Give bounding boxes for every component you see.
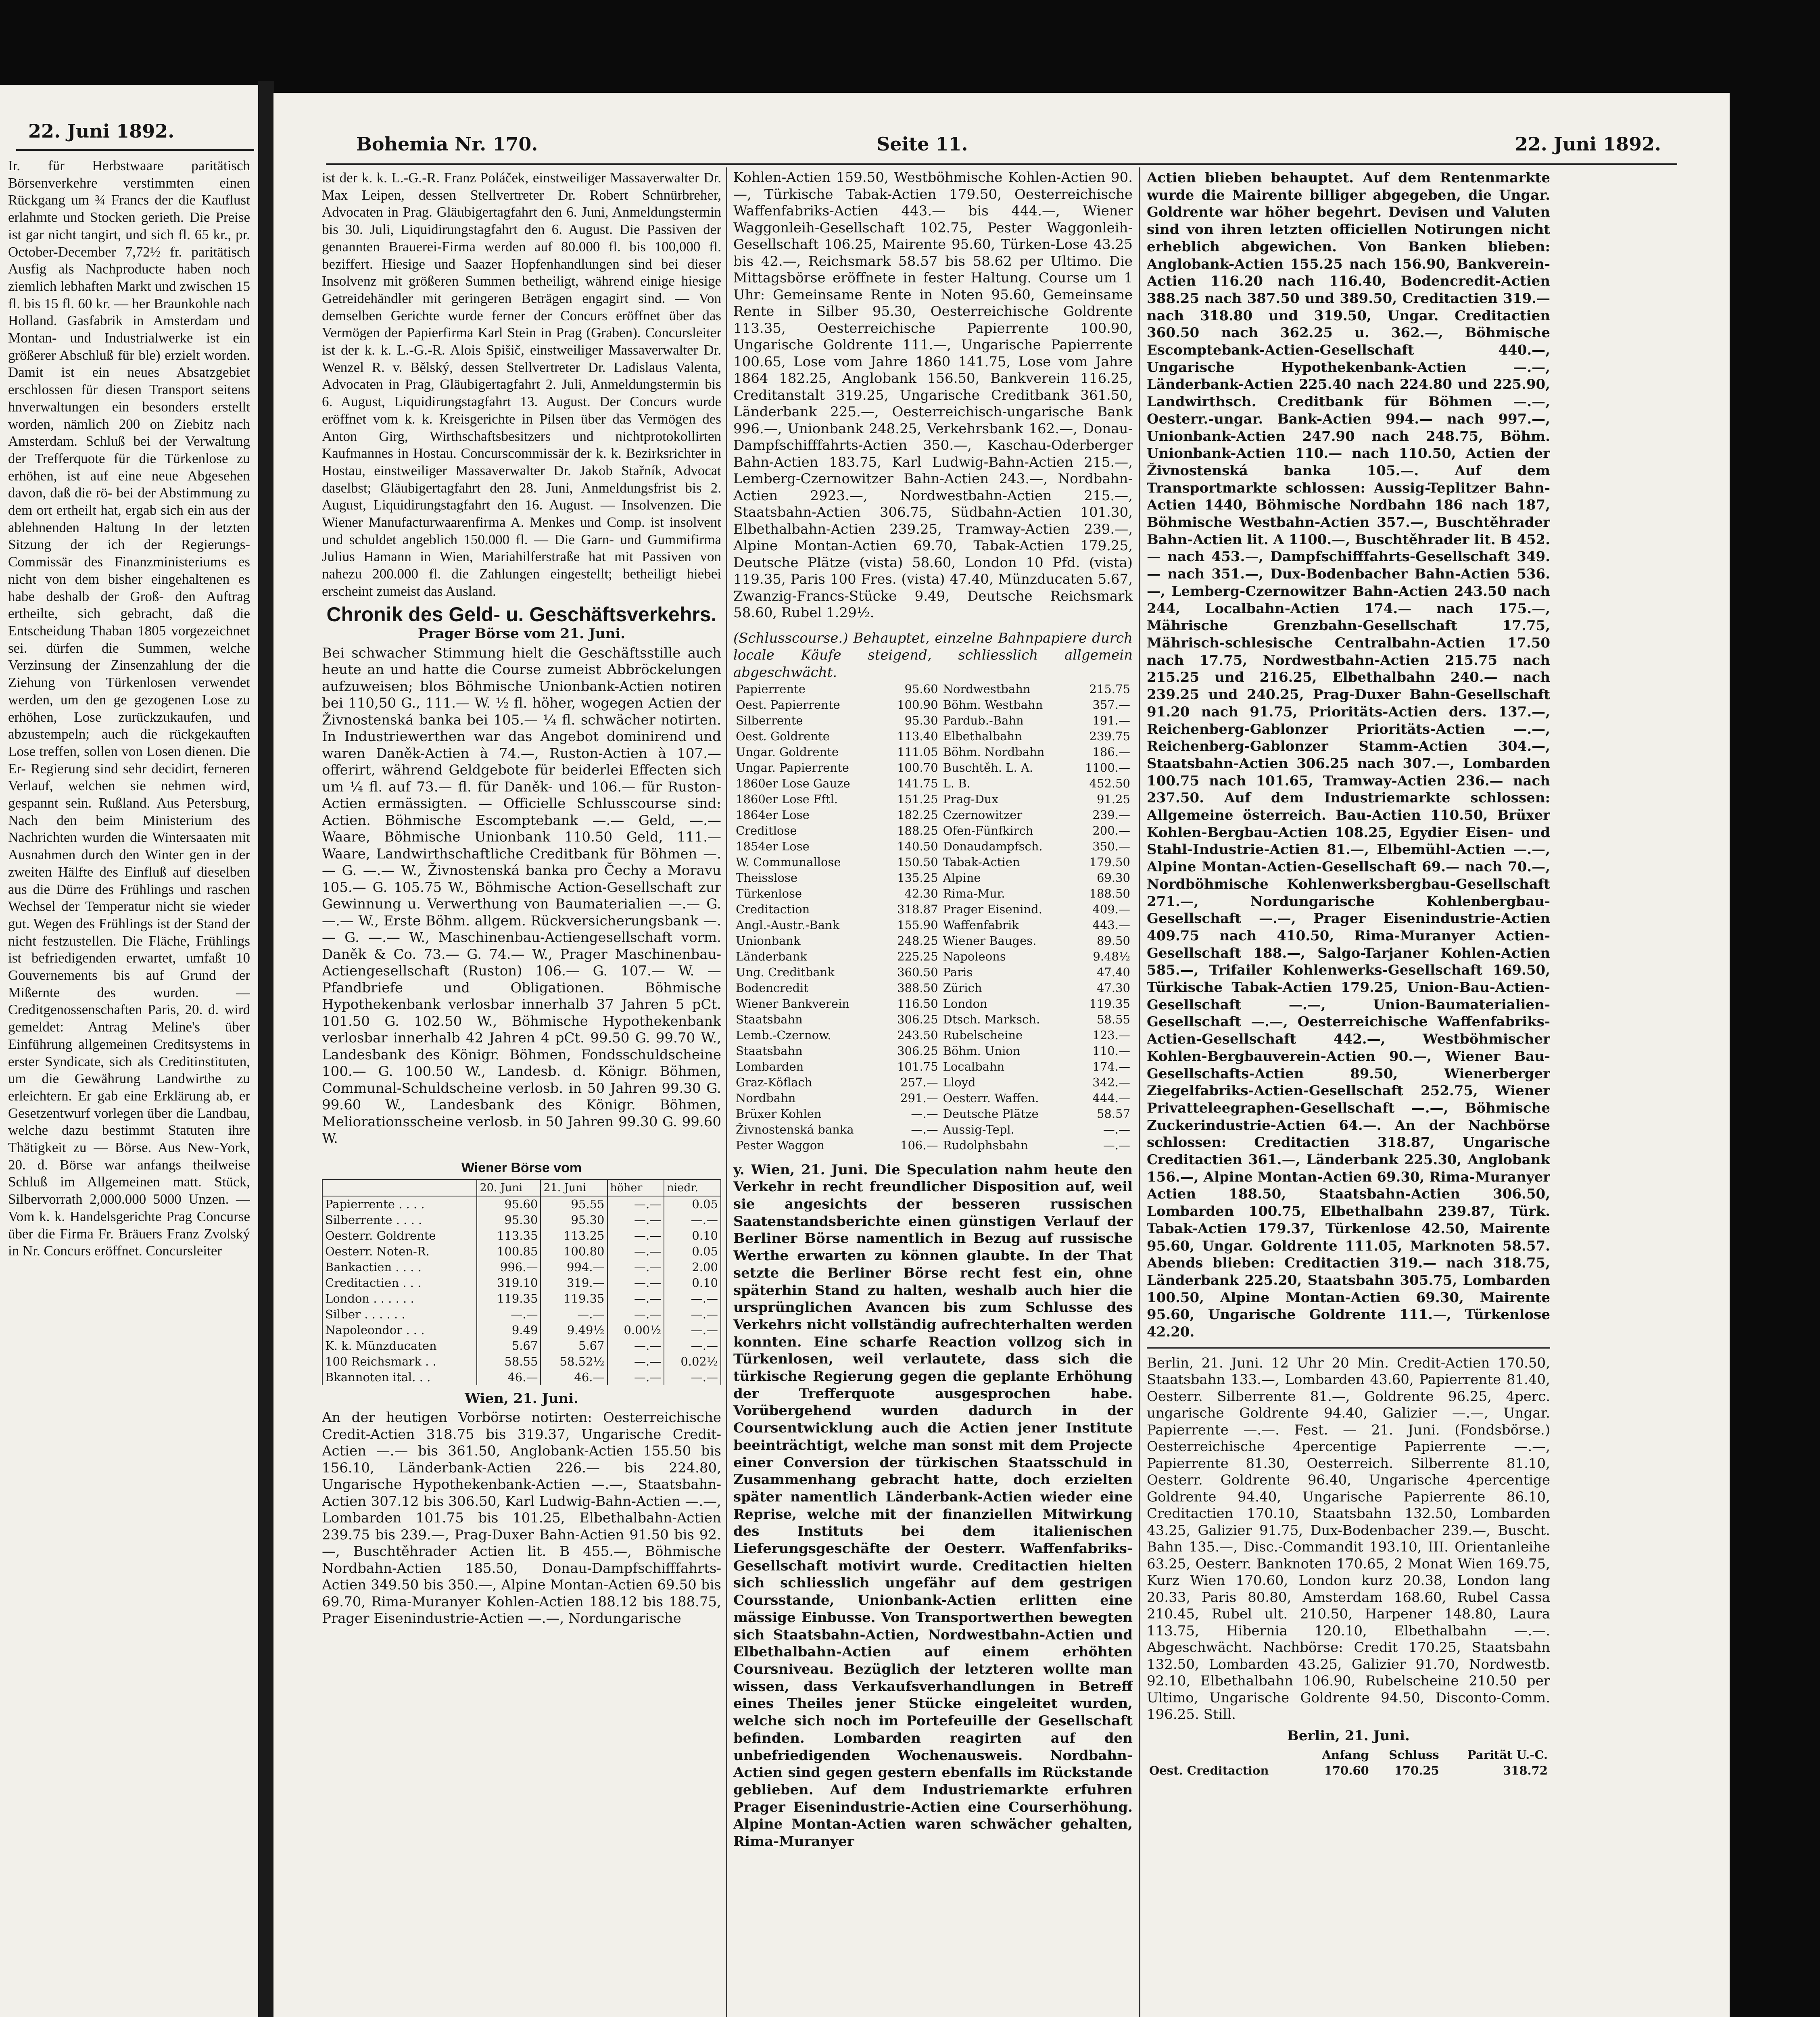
kurs-name: Lombarden xyxy=(736,1059,804,1073)
schlusscourse-table xyxy=(733,681,1133,1153)
wb-cell: 100.80 xyxy=(541,1244,607,1259)
wb-cell: 0.05 xyxy=(664,1196,721,1212)
kurs-name: Staatsbahn xyxy=(736,1012,803,1026)
kurs-value: 388.50 xyxy=(897,981,938,995)
column-3-rule xyxy=(1147,1347,1550,1349)
kurs-value: 116.50 xyxy=(897,996,938,1011)
kurs-name: Oest. Papierrente xyxy=(736,697,840,712)
newspaper-page xyxy=(273,93,1730,2017)
wb-row xyxy=(322,1307,721,1322)
kurs-name: 1860er Lose Gauze xyxy=(736,776,850,790)
wiener-boerse-title: Wiener Börse vom xyxy=(461,1160,582,1176)
kurs-name: Czernowitzer xyxy=(943,808,1023,822)
kurs-value: —.— xyxy=(1103,1138,1130,1152)
wb-row xyxy=(322,1228,721,1244)
kurs-name: Brüxer Kohlen xyxy=(736,1107,822,1121)
kurs-row xyxy=(733,1059,1133,1075)
scan-margin xyxy=(1730,0,1820,2017)
kurs-name: Dtsch. Marksch. xyxy=(943,1012,1040,1026)
kurs-value: 188.25 xyxy=(897,823,938,837)
kurs-name: 1854er Lose xyxy=(736,839,810,853)
kurs-name: Waffenfabrik xyxy=(943,918,1019,932)
wb-cell: —.— xyxy=(664,1212,721,1228)
kurs-name: Theisslose xyxy=(736,871,798,885)
kurs-row xyxy=(733,965,1133,980)
prager-boerse-report: Bei schwacher Stimmung hielt die Geschäftsstille auch heute an und hatte die Course zumeist Abbröckelungen aufzuweisen; blos Böhmische Unionbank-Actien notiren bei 110,50 G., 111.— W. ½ fl. höher, wogegen Actien der Živnostenská banka bei 105.— ¼ fl. schwächer notirten. In Industriewerthen war das Angebot dominirend und waren Daněk-Actien à 74.—, Ruston-Actien à 107.— offerirt, während Geldgebote für beiderlei Effecten sich um ¼ fl. auf 73.— fl. für Daněk- und 106.— für Ruston-Actien ermässigten. — Officielle Schlusscourse sind: Actien. Böhmische Escomptebank —.— Geld, —.— Waare, Böhmische Unionbank 110.50 Geld, 111.— Waare, Landwirthschaftliche Creditbank für Böhmen —.— G. —.— W., Živnostenská banka pro Čechy a Moravu 105.— G. 105.75 W., Böhmische Action-Gesellschaft zur Gewinnung u. Verwerthung von Baumaterialien —.— G. —.— W., Erste Böhm. allgem. Rückversicherungsbank —.— G. —.— W., Maschinenbau-Actiengesellschaft vorm. Daněk & Co. 73.— G. 74.— W., Prager Maschinenbau-Actiengesellschaft (Ruston) 106.— G. 107.— W. — Pfandbriefe und Obligationen. Böhmische Hypothekenbank verlosbar innerhalb 37 Jahren 5 pCt. 101.50 G. 102.50 W., Böhmische Hypothekenbank verlosbar innerhalb 42 Jahren 4 pCt. 99.50 G. 99.70 W., Landesbank des Königr. Böhmen, Fondsschuldscheine 100.— G. 100.50 W., Landesb. d. Königr. Böhmen, Communal-Schuldscheine verlosb. in 50 Jahren 99.30 G. 99.60 W., Landesbank des Königr. Böhmen, Meliorationsscheine verlosb. in 50 Jahren 99.30 G. 99.60 W. xyxy=(322,645,721,1147)
kurs-row xyxy=(733,949,1133,965)
left-header-rule xyxy=(16,149,254,151)
column-2 xyxy=(733,169,1133,2017)
kurs-name: Deutsche Plätze xyxy=(943,1107,1039,1121)
kurs-name: Buschtěh. L. A. xyxy=(943,760,1033,775)
kurs-row xyxy=(733,760,1133,776)
kurs-name: Alpine xyxy=(943,871,981,885)
column-3 xyxy=(1147,169,1550,2017)
kurs-row xyxy=(733,886,1133,902)
kurs-value: 350.— xyxy=(1092,839,1130,853)
wb-cell: 319.10 xyxy=(477,1275,541,1291)
wb-header-cell xyxy=(322,1180,477,1196)
kurs-row xyxy=(733,933,1133,949)
kurs-name: Oest. Goldrente xyxy=(736,729,830,743)
kurs-row xyxy=(733,1106,1133,1122)
wb-cell: 113.35 xyxy=(477,1228,541,1244)
wien-vorboerse-report: An der heutigen Vorbörse notirten: Oesterreichische Credit-Actien 318.75 bis 319.37, Ungarische Credit-Actien —.— bis 361.50, Anglobank-Actien 155.50 bis 156.10, Länderbank-Actien 226.— bis 224.80, Ungarische Hypothekenbank-Actien —.—, Staatsbahn-Actien 307.12 bis 306.50, Karl Ludwig-Bahn-Actien —.—, Lombarden 101.75 bis 101.25, Elbethalbahn-Actien 239.75 bis 239.—, Prag-Duxer Bahn-Actien 91.50 bis 92.—, Buschtěhrader Actien lit. B 455.—, Böhmische Nordbahn-Actien 185.50, Donau-Dampfschifffahrts-Actien 349.50 bis 350.—, Alpine Montan-Actien 69.50 bis 69.70, Rima-Muranyer Kohlen-Actien 188.12 bis 188.75, Prager Eisenindustrie-Actien —.—, Nordungarische xyxy=(322,1409,721,1627)
kurs-row xyxy=(733,713,1133,729)
wb-cell: London . . . . . . xyxy=(322,1291,477,1307)
kurs-row xyxy=(733,807,1133,823)
kurs-name: Bodencredit xyxy=(736,981,808,995)
kurs-value: 174.— xyxy=(1092,1059,1130,1073)
kurs-name: Ungar. Papierrente xyxy=(736,760,849,775)
kurs-name: Napoleons xyxy=(943,949,1006,963)
kurs-value: —.— xyxy=(911,1107,938,1121)
kurs-value: 155.90 xyxy=(897,918,938,932)
kurs-value: 186.— xyxy=(1092,745,1130,759)
wb-header-cell: höher xyxy=(607,1180,664,1196)
kurs-name: Rima-Mur. xyxy=(943,886,1005,900)
kurs-value: 200.— xyxy=(1092,823,1130,837)
left-page-text: Ir. für Herbstwaare paritätisch Börsenverkehre verstimmten einen Rückgang um ¾ Francs der die Kauflust erlahmte und Stocken gerieth. Die Preise ist gar nicht tangirt, und sich fl. 65 kr., pr. October-December 7,72½ fr. paritätisch Ausfig als Nachproducte haben noch ziemlich lebhaften Markt und zwischen 15 fl. bis 15 fl. 60 kr. — her Braunkohle nach Holland. Gasfabrik in Amsterdam und Montan- und Industrialwerke ist ein größerer Abschluß für ble) erzielt worden. Damit ist ein neues Absatzgebiet erschlossen für diesen Transport seitens hnverwaltungen ein besonders erstellt worden, nämlich 200 on Ziebitz nach Amsterdam. Schluß bei der Verwaltung der Trefferquote für die Türkenlose zu erhöhen, ist auf eine neue Abgesehen davon, daß die rö- bei der Abstimmung zu dem ort ertheilt hat, ergab sich ein aus der ablehnenden Haltung In der letzten Sitzung der ich der Regierungs-Commissär des Finanzministeriums es nicht von dem bisher eingehaltenen es habe deshalb der Groß- den Auftrag ertheilte, sich gebracht, daß die Entscheidung Thaban 1805 vorgezeichnet sei. dürfen die Summen, welche Verzinsung der Zinsenzahlung der die Ziehung von Türkenlosen verwendet werden, um den ge gezogenen Lose zu erhöhen, Lose zurückzukaufen, und abzustempeln; auch die rückgekauften Lose treffen, sollen von Losen dienen. Die Er- Regierung sind sehr decidirt, ferneren Verlauf, welchen sie nehmen wird, gespannt sein. Rußland. Aus Petersburg, Nach den beim Ministerium des Nachrichten wurden die Wintersaaten mit Ausnahmen durch den Winter gen in der zweiten Hälfte des Einfluß auf dieselben aus die Dürre des Frühlings und raschen Wechsel der Temperatur nicht sie wieder gut. Wegen des Frühlings ist der Stand der nicht festzustellen. Die Fläche, Frühlings ist befriedigenden erwartet, umfaßt 10 Gouvernements bis auf Grund der Mißernte des wurden. — Creditgenossenschaften Paris, 20. d. wird gemeldet: Antrag Meline's über Einführung allgemeinen Creditsystems in erster Syndicate, sich als Creditinstituten, um die Gewährung Landwirthe zu erleichtern. Er gab eine Erklärung ab, er Gesetzentwurf vorlegen über die Landbau, welche dazu bestimmt Statuten ihre Thätigkeit zu — Börse. Aus New-York, 20. d. Börse war anfangs theilweise Schluß im Allgemeinen matt. Stück, Silbervorrath 2,000.000 5000 Unzen. — Vom k. k. Handelsgerichte Prag Concurse über die Firma Fr. Bräuers Franz Zvolský in Nr. Concurs eröffnet. Concursleiter xyxy=(8,158,250,1259)
kurs-value: 243.50 xyxy=(897,1028,938,1042)
kurs-name: Nordbahn xyxy=(736,1091,796,1105)
wb-row xyxy=(322,1244,721,1259)
kurs-value: 342.— xyxy=(1092,1075,1130,1089)
kurs-name: Nordwestbahn xyxy=(943,682,1031,696)
kurs-row xyxy=(733,917,1133,933)
wb-cell: —.— xyxy=(607,1212,664,1228)
wb-cell: Silber . . . . . . xyxy=(322,1307,477,1322)
wien-market-continuation: Actien blieben behauptet. Auf dem Rentenmarkte wurde die Mairente billiger abgegeben, die Ungar. Goldrente war höher begehrt. Devisen und Valuten sind von ihren letzten officiellen Notirungen nicht erheblich abgewichen. Von Banken blieben: Anglobank-Actien 155.25 nach 156.90, Bankverein-Actien 116.20 nach 116.40, Bodencredit-Actien 388.25 nach 387.50 und 389.50, Creditactien 319.— nach 318.80 und 319.50, Ungar. Creditactien 360.50 nach 362.25 u. 362.—, Böhmische Escomptebank-Actien-Gesellschaft 440.—, Ungarische Hypothekenbank-Actien —.—, Länderbank-Actien 225.40 nach 224.80 und 225.90, Landwirthsch. Creditbank für Böhmen —.—, Oesterr.-ungar. Bank-Actien 994.— nach 997.—, Unionbank-Actien 247.90 nach 248.75, Böhm. Unionbank-Actien 110.— nach 110.50, Actien der Živnostenská banka 105.—. Auf dem Transportmarkte schlossen: Aussig-Teplitzer Bahn-Actien 1440, Böhmische Nordbahn 186 nach 187, Böhmische Westbahn-Actien 357.—, Buschtěhrader Bahn-Actien lit. A 1100.—, Buschtěhrader lit. B 452.— nach 453.—, Dampfschifffahrts-Gesellschaft 349.— nach 351.—, Dux-Bodenbacher Bahn-Actien 536.—, Lemberg-Czernowitzer Bahn-Actien 243.50 nach 244, Localbahn-Actien 174.— nach 175.—, Mährische Grenzbahn-Gesellschaft 17.75, Mährisch-schlesische Centralbahn-Actien 17.50 nach 17.75, Nordwestbahn-Actien 215.75 nach 215.25 und 216.25, Elbethalbahn 240.— nach 239.25 und 240.25, Prag-Duxer Bahn-Gesellschaft 91.20 nach 91.75, Prioritäts-Actien ders. 137.—, Reichenberg-Gablonzer Prioritäts-Actien —.—, Reichenberg-Gablonzer Stamm-Actien 304.—, Staatsbahn-Actien 306.25 nach 307.—, Lombarden 100.75 nach 101.65, Tramway-Actien 236.— nach 237.50. Auf dem Industriemarkte schlossen: Allgemeine österreich. Bau-Actien 110.50, Brüxer Kohlen-Bergbau-Actien 108.25, Egydier Eisen- und Stahl-Industrie-Actien 81.—, Elbemühl-Actien —.—, Alpine Montan-Actien-Gesellschaft 69.— nach 70.—, Nordböhmische Kohlenwerksbergbau-Gesellschaft 271.—, Nordungarische Kohlenbergbau-Gesellschaft —.—, Prager Eisenindustrie-Actien 409.75 nach 410.50, Rima-Muranyer Actien-Gesellschaft 188.—, Salgo-Tarjaner Kohlen-Actien 585.—, Trifailer Kohlenwerks-Gesellschaft 169.50, Türkische Tabak-Actien 179.25, Union-Bau-Actien-Gesellschaft —.—, Union-Baumaterialien-Gesellschaft —.—, Oesterreichische Waffenfabriks-Actien-Gesellschaft 442.—, Westböhmischer Kohlen-Bergbauverein-Actien 90.—, Wiener Bau-Gesellschafts-Actien 89.50, Wienerberger Ziegelfabriks-Actien-Gesellschaft 252.75, Wiener Privatteleegraphen-Gesellschaft —.—, Böhmische Zuckerindustrie-Actien 64.—. An der Nachbörse schlossen: Creditactien 318.87, Ungarische Creditactien 361.—, Länderbank 225.30, Anglobank 156.—, Alpine Montan-Actien 69.30, Rima-Muranyer Actien 188.50, Staatsbahn-Actien 306.50, Lombarden 100.75, Elbethalbahn 239.87, Türk. Tabak-Actien 179.37, Türkenlose 42.50, Mairente 95.60, Ungar. Goldrente 111.05, Marknoten 58.57. Abends blieben: Creditactien 319.— nach 318.75, Länderbank 225.20, Staatsbahn 305.75, Lombarden 100.50, Alpine Montan-Actien 69.30, Mairente 95.60, Ungarische Goldrente 111.—, Türkenlose 42.20. xyxy=(1147,170,1550,1340)
wiener-boerse-table xyxy=(322,1179,721,1385)
kurs-row xyxy=(733,729,1133,744)
wb-header-cell: 21. Juni xyxy=(541,1180,607,1196)
kurs-value: 123.— xyxy=(1092,1028,1130,1042)
berlin-report: Berlin, 21. Juni. 12 Uhr 20 Min. Credit-Actien 170.50, Staatsbahn 133.—, Lombarden 43.60, Papierrente 81.40, Oesterr. Silberrente 81.—, Goldrente 96.25, 4perc. ungarische Goldrente 94.40, Galizier —.—, Ungar. Papierrente —.—. Fest. — 21. Juni. (Fondsbörse.) Oesterreichische 4percentige Papierrente —.—, Papierrente 81.30, Oesterreich. Silberrente 81.10, Oesterr. Goldrente 96.40, Ungarische 4percentige Goldrente 94.40, Ungarische Papierrente 86.10, Creditactien 170.10, Staatsbahn 132.50, Lombarden 43.25, Galizier 91.75, Dux-Bodenbacher 239.—, Buscht. Bahn 135.—, Disc.-Commandit 193.10, III. Orientanleihe 63.25, Oesterr. Banknoten 170.65, 2 Monat Wien 169.75, Kurz Wien 170.60, London kurz 20.38, London lang 20.33, Paris 80.80, Amsterdam 168.60, Rubel Cassa 210.45, Rubel ult. 210.50, Harpener 148.80, Laura 113.75, Hibernia 120.10, Elbethalbahn —.—. Abgeschwächt. Nachbörse: Credit 170.25, Staatsbahn 132.50, Lombarden 43.25, Galizier 91.70, Nordwestb. 92.10, Elbethalbahn 106.90, Rubelscheine 210.50 per Ultimo, Ungarische Goldrente 94.50, Disconto-Comm. 196.25. Still. xyxy=(1147,1355,1550,1723)
berlin-col-paritaet: Parität U.-C. xyxy=(1467,1748,1548,1762)
kurs-row xyxy=(733,1012,1133,1027)
berlin-row-schluss: 170.25 xyxy=(1394,1763,1439,1777)
kurs-row xyxy=(733,1027,1133,1043)
kurs-name: Lemb.-Czernow. xyxy=(736,1028,831,1042)
column-1 xyxy=(322,169,721,2017)
column-divider-1 xyxy=(726,167,727,2017)
kurs-name: Ungar. Goldrente xyxy=(736,745,839,759)
wb-cell: 0.10 xyxy=(664,1275,721,1291)
wb-cell: 119.35 xyxy=(477,1291,541,1307)
kurs-value: 357.— xyxy=(1092,697,1130,712)
berlin-col-schluss: Schluss xyxy=(1389,1748,1439,1762)
kurs-name: Rubelscheine xyxy=(943,1028,1023,1042)
kurs-name: Silberrente xyxy=(736,713,803,727)
left-page-date: 22. Juni 1892. xyxy=(28,120,175,142)
kurs-value: 95.30 xyxy=(904,713,938,727)
kurs-name: Pester Waggon xyxy=(736,1138,824,1152)
wb-cell: —.— xyxy=(607,1307,664,1322)
berlin-row-anfang: 170.60 xyxy=(1324,1763,1369,1777)
left-page-fragment xyxy=(0,85,262,2017)
kurs-value: —.— xyxy=(1103,1122,1130,1136)
wb-cell: 100.85 xyxy=(477,1244,541,1259)
kurs-name: Creditlose xyxy=(736,823,797,837)
wb-cell: —.— xyxy=(664,1338,721,1354)
kurs-row xyxy=(733,776,1133,791)
kurs-row xyxy=(733,870,1133,886)
wb-cell: 0.00½ xyxy=(607,1322,664,1338)
kurs-value: 110.— xyxy=(1092,1044,1130,1058)
header-date: 22. Juni 1892. xyxy=(1515,133,1661,155)
kurs-row xyxy=(733,1138,1133,1153)
wb-cell: 5.67 xyxy=(477,1338,541,1354)
kurs-name: London xyxy=(943,996,987,1011)
wb-header-cell: niedr. xyxy=(664,1180,721,1196)
schlusscourse-intro: (Schlusscourse.) Behauptet, einzelne Bahnpapiere durch locale Käufe steigend, schliesslich allgemein abgeschwächt. xyxy=(733,630,1133,681)
wb-cell: —.— xyxy=(664,1307,721,1322)
kurs-name: 1864er Lose xyxy=(736,808,810,822)
kurs-row xyxy=(733,1043,1133,1059)
wb-cell: —.— xyxy=(477,1307,541,1322)
prager-boerse-heading: Prager Börse vom 21. Juni. xyxy=(417,626,626,642)
kurs-value: 140.50 xyxy=(897,839,938,853)
kurs-value: 150.50 xyxy=(897,855,938,869)
kurs-value: 100.70 xyxy=(897,760,938,775)
kurs-name: Oesterr. Waffen. xyxy=(943,1091,1039,1105)
kurs-value: 89.50 xyxy=(1096,933,1130,948)
kurs-name: Türkenlose xyxy=(736,886,802,900)
wb-cell: —.— xyxy=(664,1291,721,1307)
kurs-name: Aussig-Tepl. xyxy=(943,1122,1014,1136)
berlin-row-paritaet: 318.72 xyxy=(1503,1763,1548,1777)
wb-cell: Oesterr. Noten-R. xyxy=(322,1244,477,1259)
kurs-row xyxy=(733,902,1133,917)
kurs-name: W. Communallose xyxy=(736,855,841,869)
kurs-value: 95.60 xyxy=(904,682,938,696)
kurs-value: 257.— xyxy=(900,1075,938,1089)
kurs-value: 141.75 xyxy=(897,776,938,790)
column-divider-2 xyxy=(1139,167,1140,2017)
kurs-name: Böhm. Westbahn xyxy=(943,697,1043,712)
wb-row xyxy=(322,1370,721,1385)
wien-market-report: y. Wien, 21. Juni. Die Speculation nahm heute den Verkehr in recht freundlicher Disposition auf, weil sie angesichts der besseren russischen Saatenstandsberichte einen günstigen Verlauf der Berliner Börse namentlich in Bezug auf russische Werthe erwarten zu können glaubte. In der That setzte die Berliner Börse recht fest ein, ohne späterhin Stand zu halten, weshalb auch hier die ursprünglichen Avancen bis zum Schlusse des Verkehrs nicht vollständig aufrechterhalten werden konnten. Eine scharfe Reaction vollzog sich in Türkenlosen, weil verlautete, dass sich die türkische Regierung gegen die geplante Erhöhung der Trefferquote ausgesprochen habe. Vorübergehend wurden dadurch in der Coursentwicklung auch die Actien jener Institute beeinträchtigt, welche man sonst mit dem Projecte einer Conversion der türkischen Staatsschuld in Zusammenhang gebracht hatte, doch erzielten später namentlich Länderbank-Actien wieder eine Reprise, welche mit der finanziellen Mitwirkung des Instituts bei dem italienischen Lieferungsgeschäfte der Oesterr. Waffenfabriks-Gesellschaft motivirt wurde. Creditactien hielten sich schliesslich ungefähr auf dem gestrigen Coursstande, Unionbank-Actien erlitten eine mässige Einbusse. Von Transportwerthen bewegten sich Staatsbahn-Actien, Nordwestbahn-Actien und Elbethalbahn-Actien auf einem erhöhten Coursniveau. Bezüglich der letzteren wollte man wissen, dass Verkaufsverhandlungen in Betreff eines Theiles jener Stücke eingeleitet wurden, welche sich noch im Portefeuille der Gesellschaft befinden. Lombarden reagirten auf den unbefriedigenden Wochenausweis. Nordbahn-Actien sind gegen gestern ebenfalls im Rückstande geblieben. Auf dem Industriemarkte erfuhren Prager Eisenindustrie-Actien eine Courserhöhung. Alpine Montan-Actien waren schwächer gehalten, Rima-Muranyer xyxy=(733,1161,1133,1850)
kurs-name: Wiener Bauges. xyxy=(943,933,1037,948)
kurs-name: Lloyd xyxy=(943,1075,976,1089)
kurs-row xyxy=(733,854,1133,870)
berlin-table xyxy=(1147,1747,1550,1779)
wb-cell: 0.10 xyxy=(664,1228,721,1244)
kurs-name: Elbethalbahn xyxy=(943,729,1022,743)
wb-cell: 46.— xyxy=(477,1370,541,1385)
wb-cell: 5.67 xyxy=(541,1338,607,1354)
kurs-row xyxy=(733,681,1133,697)
kurs-name: L. B. xyxy=(943,776,971,790)
wb-cell: 58.52½ xyxy=(541,1354,607,1370)
berlin-row-label: Oest. Creditaction xyxy=(1149,1763,1269,1777)
kurs-row xyxy=(733,744,1133,760)
wb-row xyxy=(322,1354,721,1370)
wb-row xyxy=(322,1212,721,1228)
kurs-value: 182.25 xyxy=(897,808,938,822)
wb-cell: —.— xyxy=(607,1196,664,1212)
kurs-value: 188.50 xyxy=(1089,886,1130,900)
kurs-name: Prag-Dux xyxy=(943,792,998,806)
berlin-col-anfang: Anfang xyxy=(1322,1748,1369,1762)
wb-row xyxy=(322,1259,721,1275)
kurs-name: Rudolphsbahn xyxy=(943,1138,1028,1152)
mittagsboerse-report: Kohlen-Actien 159.50, Westböhmische Kohlen-Actien 90.—, Türkische Tabak-Actien 179.50, Oesterreichische Waffenfabriks-Actien 443.— bis 444.—, Wiener Waggonleih-Gesellschaft 102.75, Pester Waggonleih-Gesellschaft 106.25, Mairente 95.60, Türken-Lose 43.25 bis 42.—, Reichsmark 58.57 bis 58.62 per Ultimo. Die Mittagsbörse eröffnete in fester Haltung. Course um 1 Uhr: Gemeinsame Rente in Noten 95.60, Gemeinsame Rente in Silber 95.30, Oesterreichische Goldrente 113.35, Oesterreichische Papierrente 100.90, Ungarische Goldrente 111.—, Ungarische Papierrente 100.65, Lose vom Jahre 1860 141.75, Lose vom Jahre 1864 182.25, Anglobank 156.50, Bankverein 116.25, Creditanstalt 319.25, Ungarische Creditbank 361.50, Länderbank 225.—, Oesterreichisch-ungarische Bank 996.—, Unionbank 248.25, Verkehrsbank 162.—, Donau-Dampfschifffahrts-Actien 350.—, Kaschau-Oderberger Bahn-Actien 183.75, Karl Ludwig-Bahn-Actien 215.—, Lemberg-Czernowitzer Bahn-Actien 243.—, Nordbahn-Actien 2923.—, Nordwestbahn-Actien 215.—, Staatsbahn-Actien 306.75, Südbahn-Actien 101.30, Elbethalbahn-Actien 239.25, Tramway-Actien 239.—, Alpine Montan-Actien 69.70, Tabak-Actien 179.25, Deutsche Plätze (vista) 58.60, London 10 Pfd. (vista) 119.35, Paris 100 Fres. (vista) 47.40, Münzducaten 5.67, Zwanzig-Francs-Stücke 9.49, Deutsche Reichsmark 58.60, Rubel 1.29½. xyxy=(733,169,1133,621)
kurs-name: Staatsbahn xyxy=(736,1044,803,1058)
kurs-value: 1100.— xyxy=(1085,760,1130,775)
wb-cell: Creditactien . . . xyxy=(322,1275,477,1291)
kurs-value: 239.75 xyxy=(1089,729,1130,743)
wb-cell: —.— xyxy=(607,1259,664,1275)
insolvency-notices: ist der k. k. L.-G.-R. Franz Poláček, einstweiliger Massaverwalter Dr. Max Leipen, dessen Stellvertreter Dr. Robert Schnürbreher, Advocaten in Prag. Gläubigertagfahrt den 6. Juni, Anmeldungstermin bis 30. Juli, Liquidirungstagfahrt den 6. August. Die Passiven der genannten Brauerei-Firma werden auf 80.000 fl. bis 100,000 fl. beziffert. Hiesige und Saazer Hopfenhandlungen sind bei dieser Insolvenz mit größeren Summen betheiligt, während einige hiesige Getreidehändler mit geringeren Beträgen engagirt sind. — Von demselben Gerichte wurde ferner der Concurs eröffnet über das Vermögen der Papierfirma Karl Stein in Prag (Graben). Concursleiter ist der k. k. L.-G.-R. Alois Spišič, einstweiliger Massaverwalter Dr. Wenzel R. v. Bělský, dessen Stellvertreter Dr. Ladislaus Valenta, Advocaten in Prag, Gläubigertagfahrt 2. Juli, Anmeldungstermin bis 6. August, Liquidirungstagfahrt 13. August. Der Concurs wurde eröffnet vom k. k. Kreisgerichte in Pilsen über das Vermögen des Anton Girg, Wirthschaftsbesitzers und nichtprotokollirten Kaufmannes in Hostau. Concurscommissär der k. k. Bezirksrichter in Hostau, einstweiliger Massaverwalter Dr. Jakob Stařník, Advocat daselbst; Gläubigertagfahrt den 28. Juni, Anmeldungsfrist bis 2. August, Liquidirungstagfahrt den 16. August. — Insolvenzen. Die Wiener Manufacturwaarenfirma A. Menkes und Comp. ist insolvent und schuldet angeblich 150.000 fl. — Die Garn- und Gummifirma Julius Hamann in Wien, Mariahilferstraße hat mit Passiven von nahezu 200.000 fl. die Zahlungen eingestellt; betheiligt hiebei erscheint zumeist das Ausland. xyxy=(322,170,721,599)
wb-cell: Papierrente . . . . xyxy=(322,1196,477,1212)
wb-cell: Silberrente . . . . xyxy=(322,1212,477,1228)
wb-cell: 95.30 xyxy=(477,1212,541,1228)
kurs-name: Böhm. Union xyxy=(943,1044,1021,1058)
kurs-row xyxy=(733,1122,1133,1138)
kurs-name: Pardub.-Bahn xyxy=(943,713,1024,727)
kurs-name: Angl.-Austr.-Bank xyxy=(736,918,840,932)
wb-cell: —.— xyxy=(607,1275,664,1291)
kurs-value: 69.30 xyxy=(1096,871,1130,885)
kurs-value: 191.— xyxy=(1092,713,1130,727)
wb-cell: —.— xyxy=(607,1338,664,1354)
kurs-value: 225.25 xyxy=(897,949,938,963)
kurs-name: Creditaction xyxy=(736,902,810,916)
kurs-value: 91.25 xyxy=(1096,792,1130,806)
wb-cell: —.— xyxy=(541,1307,607,1322)
kurs-name: Unionbank xyxy=(736,933,801,948)
wb-header-cell: 20. Juni xyxy=(477,1180,541,1196)
wb-cell: 0.05 xyxy=(664,1244,721,1259)
kurs-value: 42.30 xyxy=(904,886,938,900)
wb-cell: Bankactien . . . . xyxy=(322,1259,477,1275)
wb-row xyxy=(322,1338,721,1354)
wien-vorboerse-heading: Wien, 21. Juni. xyxy=(465,1390,578,1407)
kurs-row xyxy=(733,791,1133,807)
wb-row xyxy=(322,1291,721,1307)
wb-cell: —.— xyxy=(607,1370,664,1385)
wb-cell: Bkannoten ital. . . xyxy=(322,1370,477,1385)
wb-cell: K. k. Münzducaten xyxy=(322,1338,477,1354)
kurs-value: 291.— xyxy=(900,1091,938,1105)
kurs-row xyxy=(733,697,1133,713)
wb-cell: 0.02½ xyxy=(664,1354,721,1370)
header-page-number: Seite 11. xyxy=(877,133,968,155)
kurs-value: 409.— xyxy=(1092,902,1130,916)
kurs-row xyxy=(733,1090,1133,1106)
wb-cell: —.— xyxy=(607,1354,664,1370)
wb-cell: 46.— xyxy=(541,1370,607,1385)
kurs-name: Zürich xyxy=(943,981,982,995)
kurs-name: Localbahn xyxy=(943,1059,1005,1073)
kurs-value: 452.50 xyxy=(1089,776,1130,790)
kurs-row xyxy=(733,823,1133,839)
kurs-name: Ung. Creditbank xyxy=(736,965,835,979)
wb-row xyxy=(322,1196,721,1212)
kurs-name: Wiener Bankverein xyxy=(736,996,850,1011)
wb-cell: —.— xyxy=(664,1322,721,1338)
kurs-value: 360.50 xyxy=(897,965,938,979)
kurs-row xyxy=(733,839,1133,854)
header-issue: Bohemia Nr. 170. xyxy=(356,133,538,155)
kurs-value: 444.— xyxy=(1092,1091,1130,1105)
kurs-value: 443.— xyxy=(1092,918,1130,932)
kurs-name: Paris xyxy=(943,965,973,979)
wb-cell: —.— xyxy=(607,1291,664,1307)
kurs-name: Graz-Köflach xyxy=(736,1075,812,1089)
kurs-name: 1860er Lose Fftl. xyxy=(736,792,838,806)
wb-cell: —.— xyxy=(607,1228,664,1244)
kurs-value: 135.25 xyxy=(897,871,938,885)
kurs-value: 239.— xyxy=(1092,808,1130,822)
kurs-value: 113.40 xyxy=(897,729,938,743)
kurs-value: 151.25 xyxy=(897,792,938,806)
header-rule xyxy=(326,163,1677,165)
kurs-name: Papierrente xyxy=(736,682,806,696)
kurs-value: 58.55 xyxy=(1096,1012,1130,1026)
kurs-value: 101.75 xyxy=(897,1059,938,1073)
berlin-heading: Berlin, 21. Juni. xyxy=(1287,1727,1410,1744)
kurs-name: Tabak-Actien xyxy=(943,855,1020,869)
wb-cell: Oesterr. Goldrente xyxy=(322,1228,477,1244)
kurs-row xyxy=(733,996,1133,1012)
kurs-name: Böhm. Nordbahn xyxy=(943,745,1045,759)
kurs-value: 306.25 xyxy=(897,1044,938,1058)
wb-cell: 319.— xyxy=(541,1275,607,1291)
wb-cell: 996.— xyxy=(477,1259,541,1275)
kurs-name: Donaudampfsch. xyxy=(943,839,1043,853)
kurs-value: 9.48½ xyxy=(1093,949,1130,963)
wb-cell: 9.49½ xyxy=(541,1322,607,1338)
kurs-value: 179.50 xyxy=(1089,855,1130,869)
kurs-value: 106.— xyxy=(900,1138,938,1152)
kurs-value: 47.40 xyxy=(1096,965,1130,979)
wb-cell: 113.25 xyxy=(541,1228,607,1244)
kurs-value: 100.90 xyxy=(897,697,938,712)
kurs-value: —.— xyxy=(911,1122,938,1136)
kurs-row xyxy=(733,1075,1133,1090)
wb-cell: 119.35 xyxy=(541,1291,607,1307)
kurs-value: 47.30 xyxy=(1096,981,1130,995)
kurs-row xyxy=(733,980,1133,996)
kurs-value: 58.57 xyxy=(1096,1107,1130,1121)
kurs-name: Živnostenská banka xyxy=(736,1122,854,1136)
chronik-title: Chronik des Geld- u. Geschäftsverkehrs. xyxy=(326,603,717,626)
kurs-value: 119.35 xyxy=(1089,996,1130,1011)
kurs-value: 215.75 xyxy=(1089,682,1130,696)
kurs-name: Länderbank xyxy=(736,949,807,963)
wb-cell: 9.49 xyxy=(477,1322,541,1338)
wb-cell: 95.55 xyxy=(541,1196,607,1212)
wb-cell: 95.30 xyxy=(541,1212,607,1228)
kurs-value: 111.05 xyxy=(897,745,938,759)
wb-cell: —.— xyxy=(664,1370,721,1385)
wb-cell: 2.00 xyxy=(664,1259,721,1275)
wb-row xyxy=(322,1275,721,1291)
wb-cell: Napoleondor . . . xyxy=(322,1322,477,1338)
wb-cell: 58.55 xyxy=(477,1354,541,1370)
wb-cell: —.— xyxy=(607,1244,664,1259)
wb-cell: 95.60 xyxy=(477,1196,541,1212)
kurs-value: 248.25 xyxy=(897,933,938,948)
kurs-name: Prager Eisenind. xyxy=(943,902,1042,916)
kurs-value: 306.25 xyxy=(897,1012,938,1026)
kurs-name: Ofen-Fünfkirch xyxy=(943,823,1033,837)
wb-row xyxy=(322,1322,721,1338)
wb-cell: 100 Reichsmark . . xyxy=(322,1354,477,1370)
kurs-value: 318.87 xyxy=(897,902,938,916)
wb-cell: 994.— xyxy=(541,1259,607,1275)
binding-gutter xyxy=(258,81,274,2017)
